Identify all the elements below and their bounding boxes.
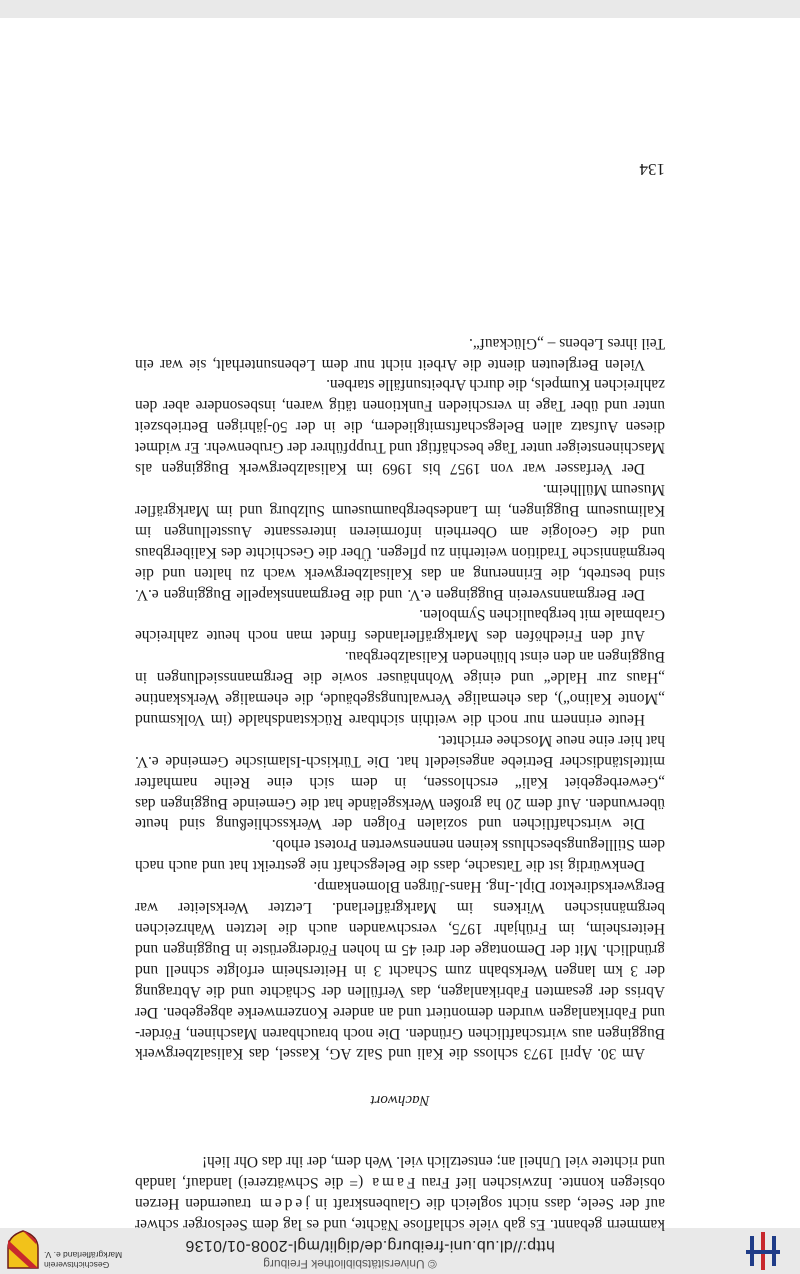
- society-name-line1: Geschichtsverein: [44, 1260, 110, 1270]
- copyright-notice: © Universitätsbibliothek Freiburg: [263, 1257, 437, 1271]
- viewer-footer-bar: [0, 0, 800, 18]
- body-paragraph: Auf den Friedhöfen des Markgräflerlandes findet man noch heute zahlreiche Grabmale mit bergbaulichen Symbolen.: [135, 606, 665, 645]
- intro-name: Fama: [369, 1174, 416, 1192]
- intro-paragraph: [135, 1150, 665, 1234]
- society-name-line2: Markgräflerland e. V.: [44, 1250, 123, 1260]
- body-paragraph: Vielen Bergleuten diente die Arbeit nicht nur dem Lebensunterhalt, sie war ein Teil ihres Lebens – „Glückauf“.: [135, 334, 665, 373]
- body-paragraph: Am 30. April 1973 schloss die Kali und Salz AG, Kassel, das Kalisalzbergwerk Buggingen aus wirtschaftlichen Gründen. Die noch brauchbaren Maschinen, Förder- und Fabrikanlagen wurden demontiert und an andere Konzernwerke abgegeben. Der Abriss der gesamten Fabrikanlagen, das Verfüllen der Schächte und die Abtragung der 3 km langen Werksbahn zum Schacht 3 in Heitersheim erfolgte schnell und gründlich. Mit der Demontage der drei 45 m hohen Fördergerüste in Buggingen und Heitersheim, im Frühjahr 1975, verschwanden auch die letzten Wahrzeichen bergmännischen Wirkens im Markgräflerland. Letzter Werksleiter war Bergwerksdirektor Dipl.-Ing. Hans-Jürgen Blomenkamp.: [135, 878, 665, 1063]
- society-crest-icon[interactable]: [6, 1230, 40, 1270]
- university-library-logo-icon[interactable]: [742, 1232, 784, 1270]
- viewer-header-bar: [0, 1228, 800, 1274]
- body-paragraph: Denkwürdig ist die Tatsache, dass die Belegschaft nie gestreikt hat und auch nach dem Stilllegungsbeschluss keinen nennenswerten Protest erhob.: [135, 836, 665, 875]
- body-paragraph: Der Bergmannsverein Buggingen e.V. und die Bergmannskapelle Buggingen e.V. sind bestrebt, die Erinnerung an das Kalisalzbergwerk wach zu halten und die bergmännische Tradition weiterhin zu pflegen. Über die Geschichte des Kalibergbaus und die Geologie am Oberrhein informieren interessante Ausstellungen im Kalimuseum Buggingen, im Landesbergbaumuseum Sulzburg und im Markgräfler Museum Müllheim.: [135, 481, 665, 603]
- society-name: [44, 1250, 140, 1270]
- intro-text-continued: trauernden Herzen obsiegen konnte. Inzwischen lief Frau: [135, 1174, 665, 1213]
- body-paragraph: Der Verfasser war von 1957 bis 1969 im Kalisalzbergwerk Buggingen als Maschinensteiger unter Tage beschäftigt und Truppführer der Grubenwehr. Er widmet diesen Aufsatz allen Belegschaftsmitgliedern, die in der 50-jährigen Betriebszeit unter und über Tage in verschieden Funktionen tätig waren, insbesondere aber den zahlreichen Kumpels, die durch Arbeitsunfälle starben.: [135, 376, 665, 478]
- book-page: [135, 332, 665, 1234]
- intro-spaced-word: jedem: [256, 1195, 310, 1213]
- section-heading: Nachwort: [370, 1092, 430, 1109]
- body-paragraph: Die wirtschaftlichen und sozialen Folgen der Werksschließung sind heute überwunden. Auf dem 20 ha großen Werksgelände hat die Gemeinde Buggingen das „Gewerbegebiet Kali“ erschlossen, in dem sich eine Reihe namhafter mittelständischer Betriebe angesiedelt hat. Die Türkisch-Islamische Gemeinde e.V. hat hier eine neue Moschee errichtet.: [135, 731, 665, 833]
- body-paragraph: Heute erinnern nur noch die weithin sichtbare Rückstandshalde (im Volksmund „Monte Kalino“), das ehemalige Verwaltungsgebäude, die ehemalige Werkskantine „Haus zur Halde“ und einige Wohnhäuser sowie die Bergmannssiedlungen in Buggingen an den einst blühenden Kalisalzbergbau.: [135, 648, 665, 728]
- page-number: 134: [639, 160, 665, 179]
- intro-text: kammern gebannt. Es gab viele schlaflose Nächte, und es lag dem Seelsorger schwer auf der Seele, dass nicht sogleich die Glaubenskraft in: [135, 1195, 665, 1233]
- document-url-link[interactable]: http://dl.ub.uni-freiburg.de/diglit/mgl-2008-01/0136: [185, 1237, 555, 1254]
- intro-text-end: (= die Schwätzerei) landauf, landab und richtete viel Unheil an; entsetzlich viel. Weh dem, der ihr das Ohr lieh!: [135, 1153, 665, 1192]
